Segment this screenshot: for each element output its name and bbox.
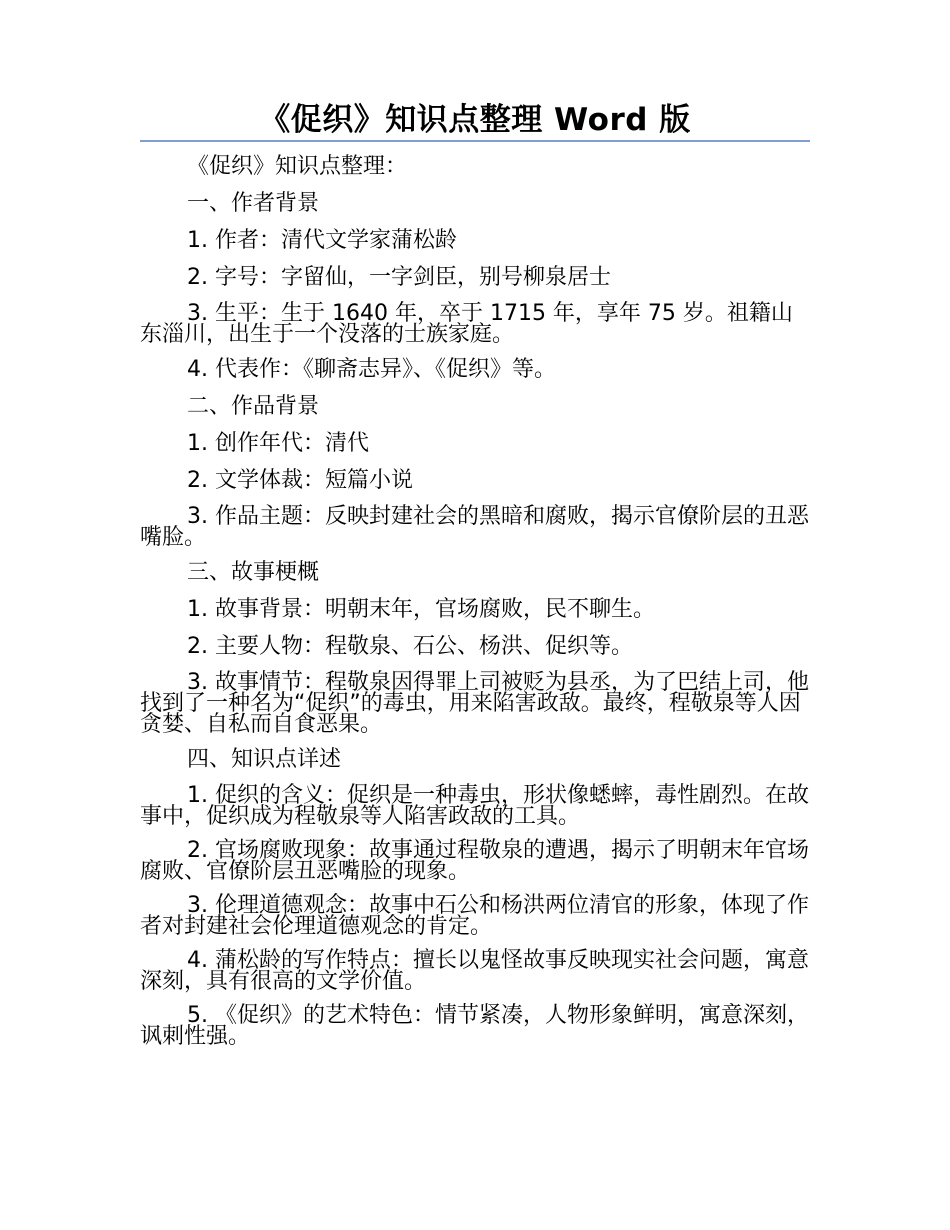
list-item: 2. 文学体裁：短篇小说 [187, 468, 413, 493]
title-underline [140, 140, 810, 142]
list-item: 1. 作者：清代文学家蒲松龄 [187, 228, 457, 253]
list-item: 1. 故事背景：明朝末年，官场腐败，民不聊生。 [187, 597, 655, 622]
list-item: 3. 生平：生于 1640 年，卒于 1715 年，享年 75 岁。祖籍山东淄川，出生于一个没落的士族家庭。 [140, 301, 793, 347]
section-heading: 三、故事梗概 [187, 560, 320, 585]
document-body [140, 155, 810, 1060]
list-item: 2. 主要人物：程敬泉、石公、杨洪、促织等。 [187, 634, 633, 659]
list-item: 3. 故事情节：程敬泉因得罪上司被贬为县丞，为了巴结上司，他找到了一种名为“促织”的毒虫，用来陷害政敌。最终，程敬泉等人因贪婪、自私而自食恶果。 [140, 670, 809, 737]
intro-paragraph: 《促织》知识点整理： [187, 154, 408, 179]
section-heading: 一、作者背景 [187, 191, 320, 216]
list-item: 1. 促织的含义：促织是一种毒虫，形状像蟋蟀，毒性剧烈。在故事中，促织成为程敬泉等人陷害政敌的工具。 [140, 783, 809, 829]
list-item: 3. 伦理道德观念：故事中石公和杨洪两位清官的形象，体现了作者对封建社会伦理道德观念的肯定。 [140, 893, 809, 939]
document-title: 《促织》知识点整理 Word 版 [259, 102, 691, 138]
list-item: 3. 作品主题：反映封建社会的黑暗和腐败，揭示官僚阶层的丑恶嘴脸。 [140, 504, 809, 550]
section-heading: 二、作品背景 [187, 394, 320, 419]
list-item: 2. 官场腐败现象：故事通过程敬泉的遭遇，揭示了明朝末年官场腐败、官僚阶层丑恶嘴脸的现象。 [140, 838, 809, 884]
list-item: 1. 创作年代：清代 [187, 431, 369, 456]
list-item: 5. 《促织》的艺术特色：情节紧凑，人物形象鲜明，寓意深刻，讽刺性强。 [140, 1003, 809, 1049]
list-item: 2. 字号：字留仙，一字剑臣，别号柳泉居士 [187, 265, 611, 290]
list-item: 4. 蒲松龄的写作特点：擅长以鬼怪故事反映现实社会问题，寓意深刻，具有很高的文学价值。 [140, 948, 809, 994]
list-item: 4. 代表作：《聊斋志异》、《促织》等。 [187, 357, 556, 382]
section-heading: 四、知识点详述 [187, 747, 342, 772]
